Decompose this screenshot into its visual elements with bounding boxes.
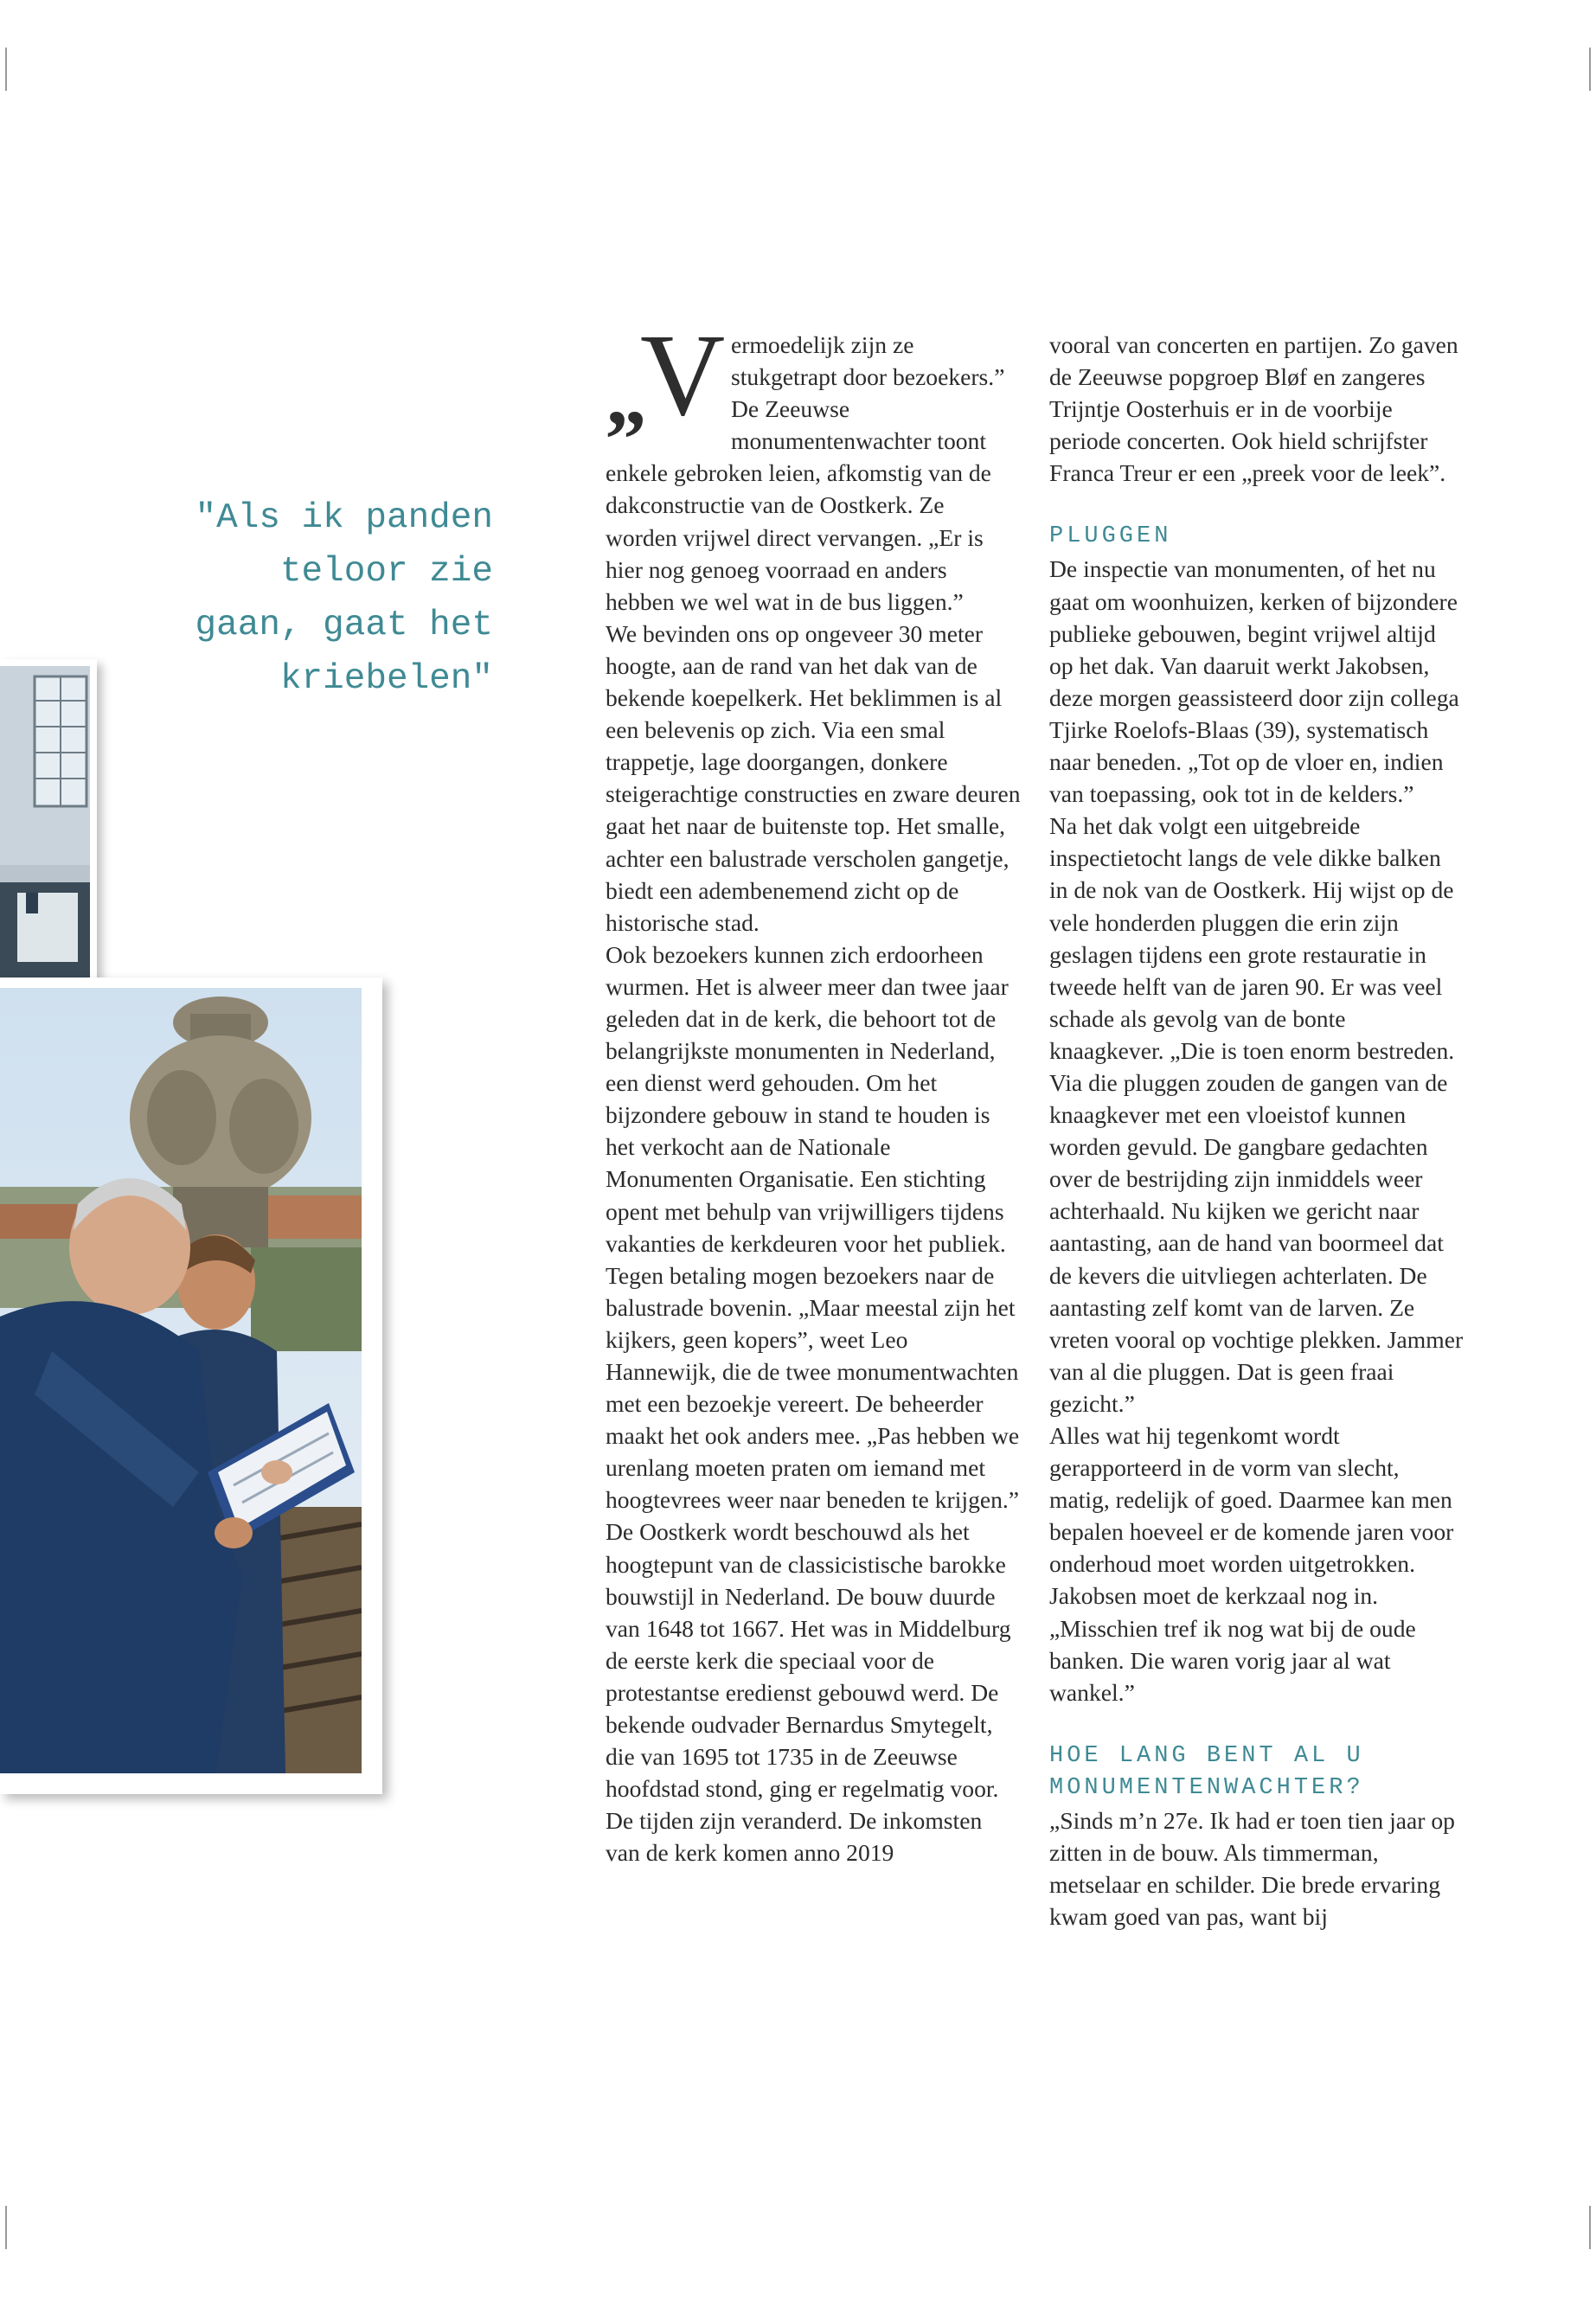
paragraph: De inspectie van monumenten, of het nu gaat om woonhuizen, kerken of bijzondere publieke gebouwen, begint vrijwel altijd op het dak. Van daaruit werkt Jakobsen, deze morgen geassisteerd door zijn collega Tjirke Roelofs-Blaas (39), systematisch naar beneden. „Tot op de vloer en, indien van toepassing, ook tot in de kelders.” — [1049, 555, 1459, 808]
drop-cap-quote: „ — [606, 349, 647, 442]
paragraph: De Oostkerk wordt beschouwd als het hoogtepunt van de classicistische barokke bouwstijl in Nederland. De bouw duurde van 1648 tot 1667. Het was in Middelburg de eerste kerk die speciaal voor de protestantse eredienst gebouwd werd. De bekende oudvader Bernardus Smytegelt, die van 1695 tot 1735 in de Zeeuwse hoofdstad stond, ging er regelmatig voor. — [606, 1518, 1011, 1803]
pull-quote — [173, 491, 493, 706]
paragraph: vooral van concerten en partijen. Zo gaven de Zeeuwse popgroep Bløf en zangeres Trijntje Oosterhuis er in de voorbije periode concerten. Ook hield schrijfster Franca Treur er een „preek voor de leek”. — [1049, 331, 1458, 487]
paragraph: We bevinden ons op ongeveer 30 meter hoogte, aan de rand van het dak van de bekende koepelkerk. Het beklimmen is al een belevenis op zich. Via een smal trappetje, lage doorgangen, donkere steigerachtige constructies en zware deuren gaat het naar de buitenste top. Het smalle, achter een balustrade verscholen gangetje, biedt een adembenemend zicht op de historische stad. — [606, 619, 1021, 936]
article-column-1 — [606, 311, 1021, 1869]
paragraph: Alles wat hij tegenkomt wordt gerapporteerd in de vorm van slecht, matig, redelijk of goed. Daarmee kan men bepalen hoeveel er de komende jaren voor onderhoud moet worden uitgetrokken. Jakobsen moet de kerkzaal nog in. „Misschien tref ik nog wat bij de oude banken. Die waren vorig jaar al wat wankel.” — [1049, 1422, 1454, 1706]
pull-quote-line: gaan, gaat het — [195, 606, 493, 645]
paragraph: De tijden zijn veranderd. De inkomsten van de kerk komen anno 2019 — [606, 1807, 983, 1867]
drop-cap-letter: V — [640, 311, 726, 440]
pull-quote-line: teloor zie — [279, 552, 493, 592]
pull-quote-line: kriebelen" — [279, 659, 493, 699]
subheading-pluggen: PLUGGEN — [1049, 523, 1172, 550]
paragraph: ermoedelijk zijn ze stukgetrapt door bezoekers.” De Zeeuwse monumentenwachter toont enkele gebroken leien, afkomstig van de dakconstructie van de Oostkerk. Ze worden vrijwel direct vervangen. „Er is hier nog genoeg voorraad en anders hebben we wel wat in de bus liggen.” — [606, 331, 1005, 615]
paragraph: Na het dak volgt een uitgebreide inspectietocht langs de vele dikke balken in de nok van de Oostkerk. Hij wijst op de vele honderden pluggen die erin zijn geslagen tijdens een grote restauratie in tweede helft van de jaren 90. Er was veel schade als gevolg van de bonte knaagkever. „Die is toen enorm bestreden. Via die pluggen zouden de gangen van de knaagkever met een vloeistof kunnen worden gevuld. De gangbare gedachten over de bestrijding zijn inmiddels weer achterhaald. Nu kijken we gericht naar aantasting, aan de hand van boormeel dat de kevers die uitvliegen achterlaten. De aantasting zelf komt van de larven. Ze vreten vooral op vochtige plekken. Jammer van al die pluggen. Dat is geen fraai gezicht.” — [1049, 812, 1464, 1417]
paragraph: Ook bezoekers kunnen zich erdoorheen wurmen. Het is alweer meer dan twee jaar geleden dat in de kerk, die behoort tot de belangrijkste monumenten in Nederland, een dienst werd gehouden. Om het bijzondere gebouw in stand te houden is het verkocht aan de Nationale Monumenten Organisatie. Een stichting opent met behulp van vrijwilligers tijdens vakanties de kerkdeuren voor het publiek. Tegen betaling mogen bezoekers naar de balustrade bovenin. „Maar meestal zijn het kijkers, geen kopers”, weet Leo Hannewijk, die de twee monumentwachten met een bezoekje vereert. De beheerder maakt het ook anders mee. „Pas hebben we urenlang moeten praten om iemand met hoogtevrees weer naar beneden te krijgen.” — [606, 940, 1020, 1514]
drop-cap — [606, 311, 731, 442]
monument-wardens-photo — [0, 977, 382, 1794]
pull-quote-line: "Als ik panden — [195, 498, 493, 538]
crop-mark-top-left — [5, 48, 7, 91]
crop-mark-top-right — [1589, 48, 1591, 91]
crop-mark-bottom-left — [5, 2206, 7, 2249]
subheading-question: HOE LANG BENT AL U MONUMENTENWACHTER? — [1049, 1742, 1364, 1801]
article-column-2 — [1049, 329, 1465, 1932]
crop-mark-bottom-right — [1589, 2206, 1591, 2249]
paragraph: „Sinds m’n 27e. Ik had er toen tien jaar op zitten in de bouw. Als timmerman, metselaar en schilder. Die brede ervaring kwam goed van pas, want bij — [1049, 1806, 1455, 1931]
